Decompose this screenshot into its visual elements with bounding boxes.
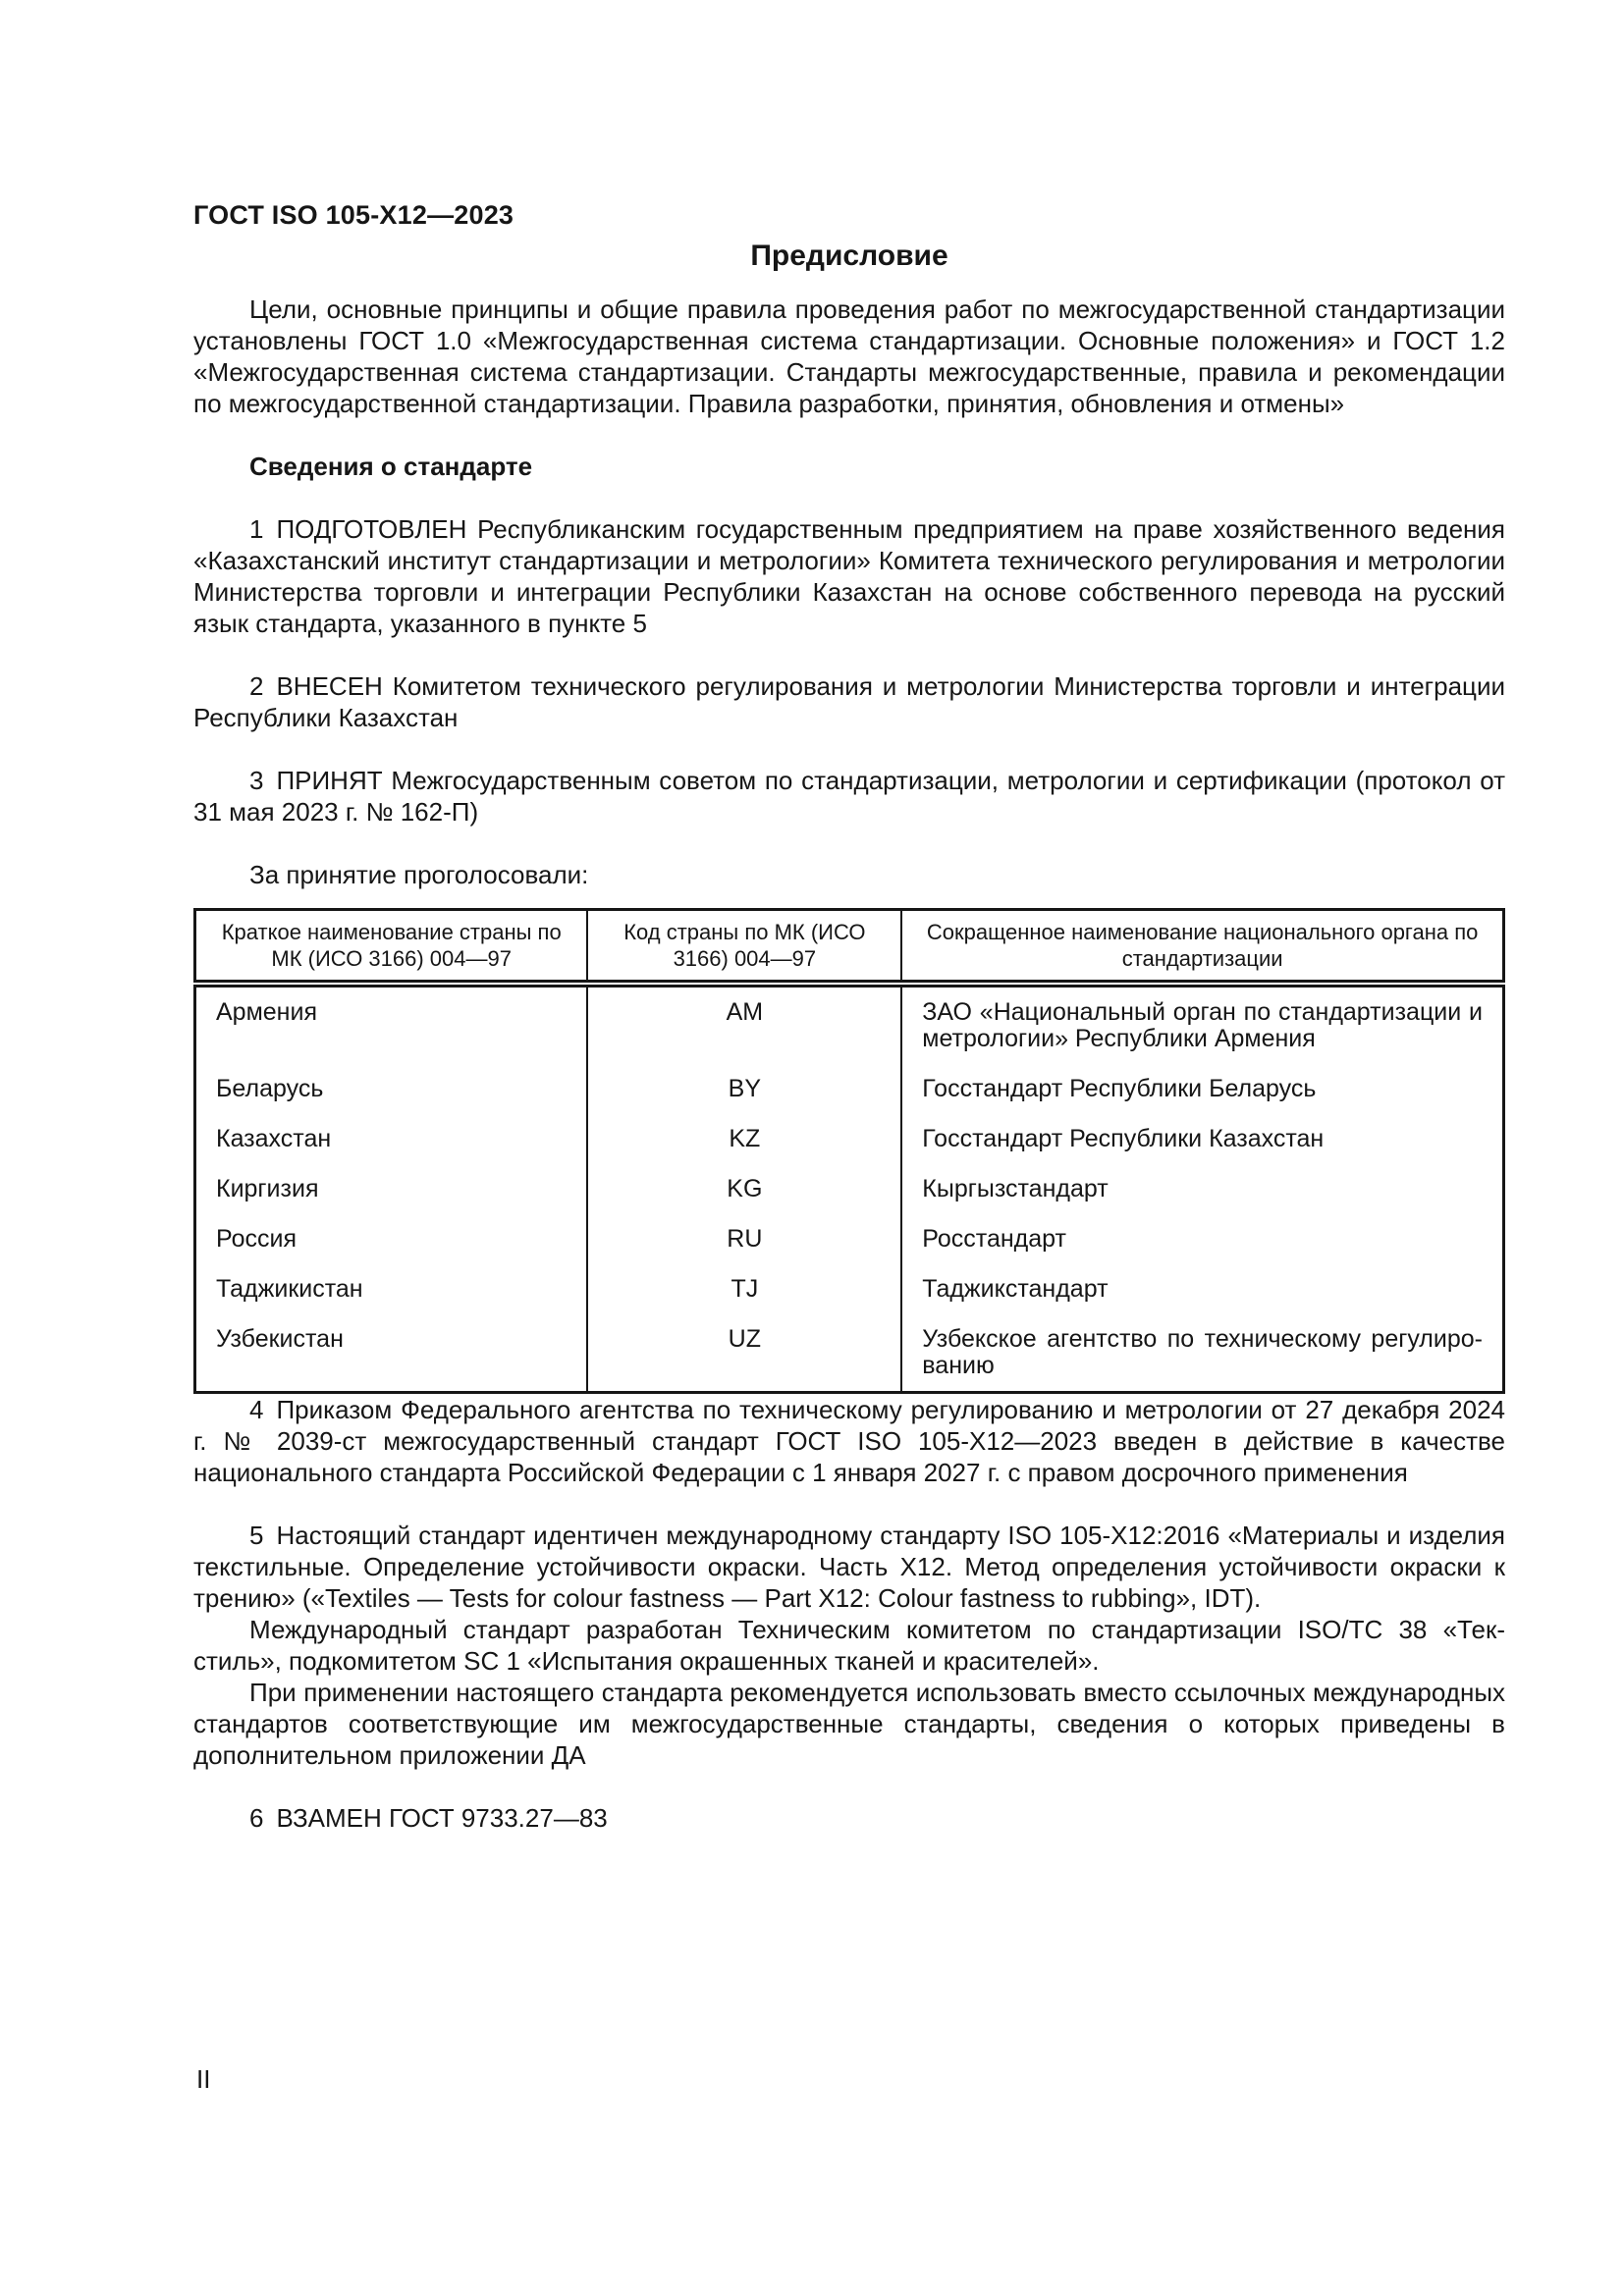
table-row [195, 1164, 1504, 1214]
vote-intro: За принятие проголосовали: [249, 860, 589, 889]
doc-code-header: ГОСТ ISO 105-Х12—2023 [193, 200, 514, 230]
cell-org: Таджикстандарт [901, 1264, 1503, 1314]
cell-country: Россия [216, 1225, 297, 1253]
cell-country: Узбекистан [216, 1325, 344, 1353]
standard-info-heading: Сведения о стандарте [249, 452, 533, 481]
cell-code: RU [587, 1214, 901, 1264]
cell-code: UZ [587, 1314, 901, 1393]
col-header-code: Код страны по МК (ИСО 3166) 004—97 [587, 910, 901, 985]
col-header-org: Сокращенное наименование национального органа по стандартизации [901, 910, 1503, 985]
cell-org: Кыргызстандарт [901, 1164, 1503, 1214]
vote-table-header [195, 910, 1504, 985]
table-row [195, 1264, 1504, 1314]
cell-country: Казахстан [216, 1125, 332, 1152]
item-application: При применении настоящего стандарта рекомендуется использовать вместо ссылочных международных стандартов соответствующие им межгосударственные стандарты, сведения о которых приведены в дополнительном приложении ДА [193, 1678, 1505, 1770]
cell-org: Росстандарт [901, 1214, 1503, 1264]
item-replaces: 6 ВЗАМЕН ГОСТ 9733.27—83 [249, 1803, 608, 1833]
cell-code: KG [587, 1164, 901, 1214]
cell-code: KZ [587, 1114, 901, 1164]
page-number: II [196, 2064, 211, 2094]
item-order: 4 Приказом Федерального агентства по техническому регулированию и метрологии от 27 декабря 2024 г. № 2039-ст межгосударственный стандарт ГОСТ ISO 105-Х12—2023 введен в действие в качестве национального стандарта Российской Федерации с 1 января 2027 г. с правом досрочного применения [193, 1395, 1505, 1487]
foreword-title: Предисловие [750, 240, 948, 272]
cell-org: Госстандарт Республики Беларусь [901, 1064, 1503, 1114]
cell-org: ЗАО «Национальный орган по стандартизации и метрологии» Республики Армения [901, 984, 1503, 1064]
item-adopted: 3 ПРИНЯТ Межгосударственным советом по стандартизации, метрологии и сертификации (протокол от 31 мая 2023 г. № 162-П) [193, 766, 1505, 827]
col-header-country: Краткое наименование страны по МК (ИСО 3166) 004—97 [195, 910, 588, 985]
table-row [195, 1214, 1504, 1264]
cell-country: Киргизия [216, 1175, 319, 1202]
item-submitted: 2 ВНЕСЕН Комитетом технического регулирования и метрологии Министерства торговли и интеграции Республики Казахстан [193, 671, 1505, 732]
cell-code: AM [587, 984, 901, 1064]
item-identity: 5 Настоящий стандарт идентичен международному стандарту ISO 105-X12:2016 «Материалы и изделия текстильные. Определение устойчивости окраски. Часть Х12. Метод определения устойчивости окраски к трению» («Textiles — Tests for colour fastness — Part X12: Colour fastness to rubbing», IDT). [193, 1521, 1505, 1613]
table-header-row [195, 910, 1504, 985]
cell-org: Госстандарт Республики Казахстан [901, 1114, 1503, 1164]
foreword-intro-paragraph: Цели, основные принципы и общие правила проведения работ по межгосударственной стандартизации установлены ГОСТ 1.0 «Межгосударственная система стандартизации. Основные положения» и ГОСТ 1.2 «Межгосударственная система стандартизации. Стандарты межгосударственные, правила и рекомендации по межгосударственной стандартизации. Правила разработки, принятия, обновления и отмены» [193, 294, 1505, 418]
cell-code: TJ [587, 1264, 901, 1314]
table-row [195, 1314, 1504, 1393]
table-row [195, 1064, 1504, 1114]
item-developed: Международный стандарт разработан Техническим комитетом по стандартизации ISO/TC 38 «Текстиль», подкомитетом SC 1 «Испытания окрашенных тканей и красителей». [193, 1615, 1505, 1676]
cell-country: Беларусь [216, 1075, 324, 1102]
vote-table [193, 908, 1505, 1394]
cell-country: Армения [216, 998, 317, 1026]
cell-code: BY [587, 1064, 901, 1114]
item-prepared: 1 ПОДГОТОВЛЕН Республиканским государственным предприятием на праве хозяйственного ведения «Казахстанский институт стандартизации и метрологии» Комитета технического регулирования и метрологии Министерства торговли и интеграции Республики Казахстан на основе собственного перевода на русский язык стандарта, указанного в пункте 5 [193, 514, 1505, 638]
cell-country: Таджикистан [216, 1275, 363, 1303]
table-row [195, 1114, 1504, 1164]
table-row [195, 984, 1504, 1064]
cell-org: Узбекское агентство по техническому регулированию [901, 1314, 1503, 1393]
document-page [193, 0, 1505, 1834]
